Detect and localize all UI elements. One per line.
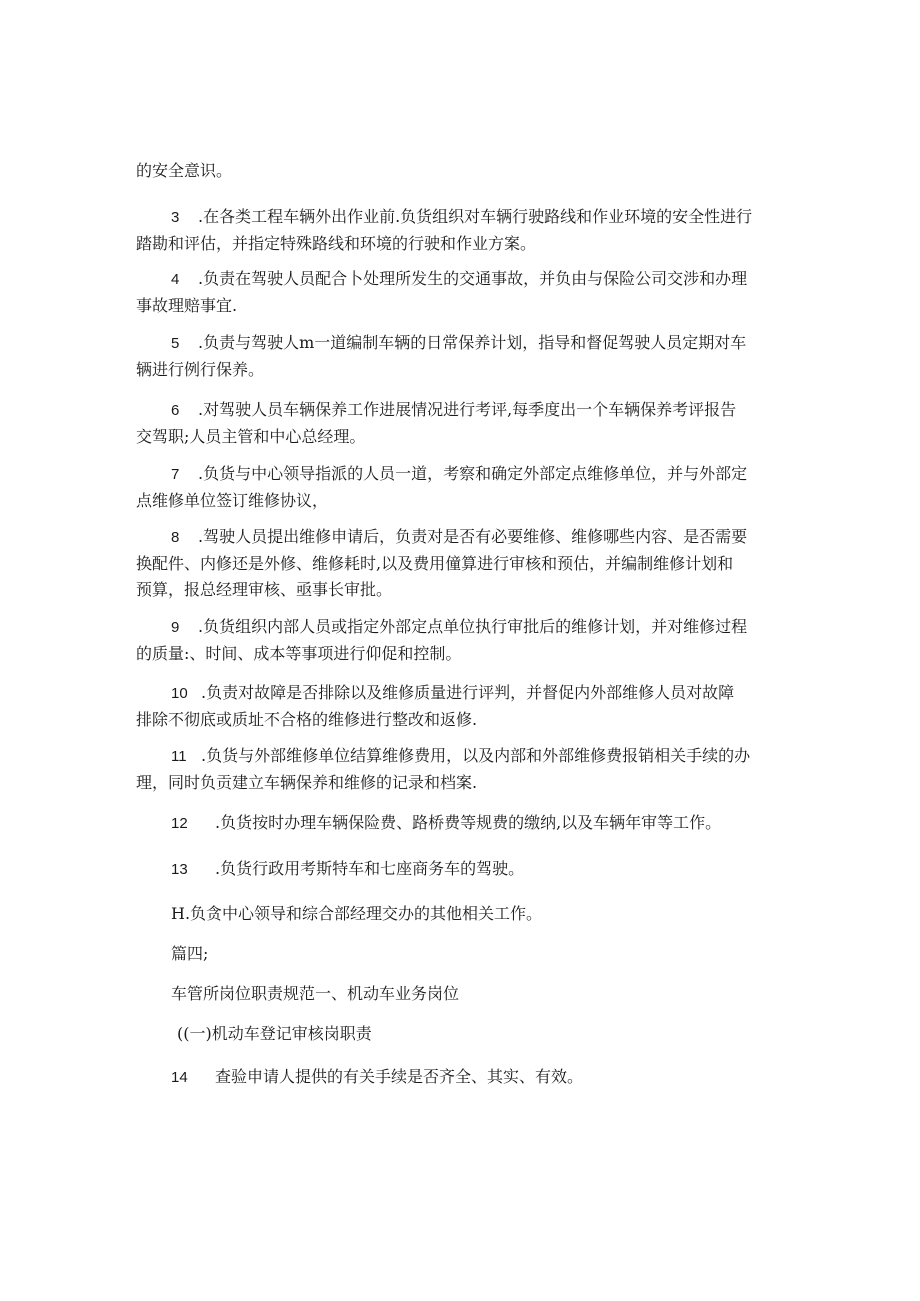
item-14-paragraph bbox=[136, 1064, 786, 1091]
item-4-line-1: .负责在驾驶人员配合卜处理所发生的交通事故，并负由与保险公司交涉和办理 bbox=[198, 269, 748, 288]
item-10-line-1: .负责对故障是否排除以及维修质量进行评判，并督促内外部维修人员对故障 bbox=[201, 683, 735, 702]
item-14-number: 14 bbox=[171, 1069, 188, 1086]
item-12-line-1: .负货按时办理车辆保险费、路桥费等规费的缴纳,以及车辆年审等工作。 bbox=[215, 813, 722, 832]
subtitle-heading bbox=[136, 1021, 786, 1047]
item-7-line-2: 点维修单位签订维修协议， bbox=[136, 491, 329, 510]
item-h-text: H.负贪中心领导和综合部经理交办的其他相关工作。 bbox=[171, 904, 543, 923]
section-text: 篇四; bbox=[171, 944, 209, 963]
subtitle-text: ((一)机动车登记审核岗职责 bbox=[177, 1024, 372, 1043]
item-3-line-2: 踏勘和评估，并指定特殊路线和环境的行驶和作业方案。 bbox=[136, 234, 537, 253]
item-5-line-2: 辆进行例行保养。 bbox=[136, 360, 265, 379]
title-text: 车管所岗位职责规范一、机动车业务岗位 bbox=[171, 984, 460, 1003]
item-11-line-2: 理，同时负贡建立车辆保养和维修的记录和档案. bbox=[136, 773, 478, 792]
item-12-number: 12 bbox=[171, 815, 188, 832]
item-8-number: 8 bbox=[171, 529, 180, 546]
item-8-line-3: 预算，报总经理审核、亟事长审批。 bbox=[136, 580, 393, 599]
item-5-paragraph bbox=[136, 330, 786, 383]
item-8-line-2: 换配件、内修还是外修、维修耗时,以及费用僮算进行审核和预估，并编制维修计划和 bbox=[136, 554, 734, 573]
item-14-text: 查验申请人提供的有关手续是否齐全、其实、有效。 bbox=[215, 1067, 584, 1086]
item-5-number: 5 bbox=[171, 335, 180, 352]
item-11-line-1: .负货与外部维修单位结算维修费用，以及内部和外部维修费报销相关手续的办 bbox=[201, 746, 751, 765]
item-3-number: 3 bbox=[171, 209, 180, 226]
item-9-paragraph bbox=[136, 614, 786, 667]
item-4-number: 4 bbox=[171, 271, 180, 288]
item-3-paragraph bbox=[136, 204, 786, 257]
item-4-line-2: 事故理赔事宜. bbox=[136, 296, 238, 315]
item-10-line-2: 排除不彻底或质址不合格的维修进行整改和返修. bbox=[136, 710, 478, 729]
item-6-line-2: 交驾职;人员主管和中心总经理。 bbox=[136, 427, 366, 446]
item-9-number: 9 bbox=[171, 619, 180, 636]
item-8-paragraph bbox=[136, 524, 786, 603]
page-title bbox=[136, 981, 786, 1007]
item-4-paragraph bbox=[136, 266, 786, 319]
item-11-number: 11 bbox=[171, 748, 187, 765]
item-10-number: 10 bbox=[171, 685, 188, 702]
section-heading bbox=[136, 941, 786, 967]
item-6-paragraph bbox=[136, 397, 786, 450]
item-8-line-1: .驾驶人员提出维修申请后，负责对是否有必要维修、维修哪些内容、是否需要 bbox=[198, 527, 748, 546]
item-12-paragraph bbox=[136, 810, 786, 837]
item-9-line-1: .负货组织内部人员或指定外部定点单位执行审批后的维修计划，并对维修过程 bbox=[198, 617, 748, 636]
item-6-line-1: .对驾驶人员车辆保养工作进展情况进行考评,每季度出一个车辆保养考评报告 bbox=[198, 400, 737, 419]
item-11-paragraph bbox=[136, 743, 786, 796]
item-6-number: 6 bbox=[171, 402, 180, 419]
intro-tail-paragraph bbox=[136, 158, 786, 184]
item-13-paragraph bbox=[136, 856, 786, 883]
item-9-line-2: 的质量:、时间、成本等事项进行仰促和控制。 bbox=[136, 644, 462, 663]
item-13-number: 13 bbox=[171, 861, 188, 878]
intro-tail-text: 的安全意识。 bbox=[136, 161, 233, 180]
item-3-line-1: .在各类工程车辆外出作业前.负货组织对车辆行驶路线和作业环境的安全性进行 bbox=[198, 207, 753, 226]
item-7-paragraph bbox=[136, 461, 786, 514]
item-h-paragraph bbox=[136, 901, 786, 927]
item-10-paragraph bbox=[136, 680, 786, 733]
item-7-number: 7 bbox=[171, 466, 180, 483]
item-7-line-1: .负货与中心领导指派的人员一道，考察和确定外部定点维修单位，并与外部定 bbox=[198, 464, 748, 483]
item-13-line-1: .负货行政用考斯特车和七座商务车的驾驶。 bbox=[215, 859, 525, 878]
item-5-line-1: .负责与驾驶人m一道编制车辆的日常保养计划，指导和督促驾驶人员定期对车 bbox=[198, 333, 747, 352]
